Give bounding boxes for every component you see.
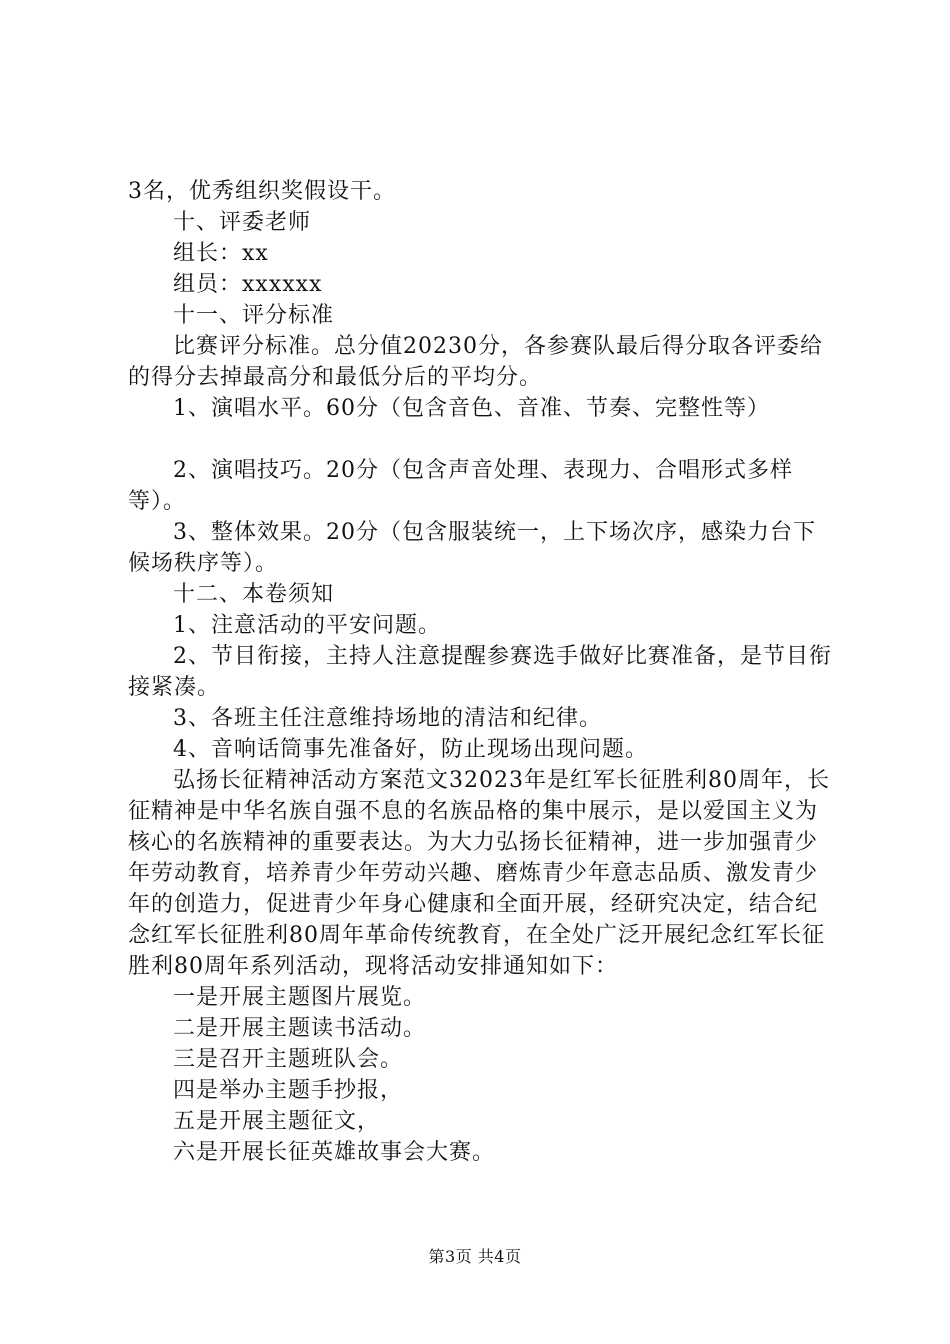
scoring-item-1: 1、演唱水平。60分（包含音色、音准、节奏、完整性等） — [173, 396, 770, 421]
paragraph-awards-continued: 3名，优秀组织奖假设干。 — [128, 179, 396, 204]
activity-item-3: 三是召开主题班队会。 — [173, 1047, 404, 1072]
heading-scoring: 十一、评分标准 — [173, 303, 335, 328]
note-item-2: 2、节目衔接，主持人注意提醒参赛选手做好比赛准备，是节目衔接紧凑。 — [128, 644, 832, 700]
blank-line — [128, 424, 834, 455]
activity-item-4: 四是举办主题手抄报， — [173, 1078, 404, 1103]
paragraph-scoring-rules: 比赛评分标准。总分值20230分，各参赛队最后得分取各评委给的得分去掉最高分和最低分后的平均分。 — [128, 334, 823, 390]
document-body — [128, 176, 834, 1168]
note-item-1: 1、注意活动的平安问题。 — [173, 613, 441, 638]
paragraph-long-march-plan: 弘扬长征精神活动方案范文32023年是红军长征胜利80周年，长征精神是中华名族自强不息的名族品格的集中展示，是以爱国主义为核心的名族精神的重要表达。为大力弘扬长征精神，进一步加强青少年劳动教育，培养青少年劳动兴趣、磨炼青少年意志品质、激发青少年的创造力，促进青少年身心健康和全面开展，经研究决定，结合纪念红军长征胜利80周年革命传统教育，在全处广泛开展纪念红军长征胜利80周年系列活动，现将活动安排通知如下： — [128, 768, 830, 979]
scoring-item-3: 3、整体效果。20分（包含服装统一，上下场次序，感染力台下候场秩序等）。 — [128, 520, 816, 576]
heading-notes: 十二、本卷须知 — [173, 582, 335, 607]
note-item-3: 3、各班主任注意维持场地的清洁和纪律。 — [173, 706, 602, 731]
judge-members: 组员：xxxxxx — [173, 272, 323, 297]
activity-item-6: 六是开展长征英雄故事会大赛。 — [173, 1140, 496, 1165]
activity-item-2: 二是开展主题读书活动。 — [173, 1016, 427, 1041]
judge-leader: 组长：xx — [173, 241, 269, 266]
activity-item-1: 一是开展主题图片展览。 — [173, 985, 427, 1010]
page-footer: 第3页 共4页 — [428, 1247, 522, 1266]
heading-judges: 十、评委老师 — [173, 210, 312, 235]
note-item-4: 4、音响话筒事先准备好，防止现场出现问题。 — [173, 737, 648, 762]
activity-item-5: 五是开展主题征文， — [173, 1109, 381, 1134]
scoring-item-2: 2、演唱技巧。20分（包含声音处理、表现力、合唱形式多样等）。 — [128, 458, 793, 514]
